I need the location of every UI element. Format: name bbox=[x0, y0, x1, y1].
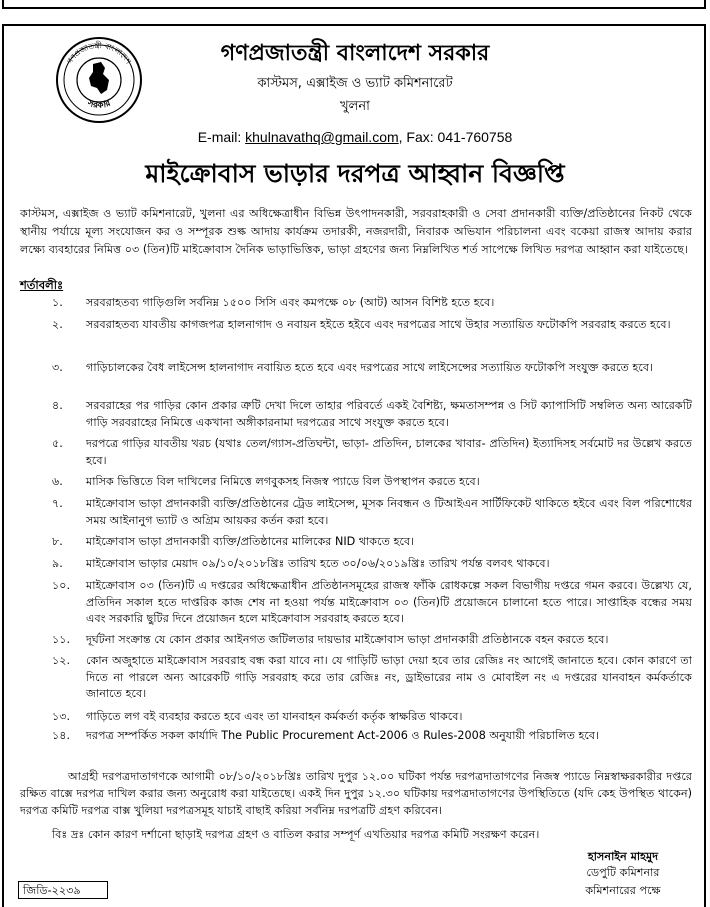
clause-text: মাইক্রোবাস ভাড়া প্রদানকারী ব্যক্তি/প্রতিষ্ঠানের মালিকের NID থাকতে হবে। bbox=[86, 535, 415, 548]
clause-number: ৫. bbox=[52, 437, 63, 450]
intro-paragraph: কাস্টমস, এক্সাইজ ও ভ্যাট কমিশনারেট, খুলনা এর অধিক্ষেত্রাধীন বিভিন্ন উৎপাদনকারী, সরবরাহকারী ও সেবা প্রদানকারী ব্যক্তি/প্রতিষ্ঠানের নিকট থেকে স্থানীয় পর্যায়ে মূল্য সংযোজন কর ও সম্পূরক শুল্ক আদায় কার্যক্রম তদারকী, নজরদারী, নিবারক অভিযান পরিচালনা এবং বকেয়া রাজস্ব আদায় করার লক্ষ্যে ব্যবহারের নিমিত্ত ০৩ (তিন)টি মাইক্রোবাস দৈনিক ভাড়াভিত্তিক, ভাড়া গ্রহণের জন্য নিম্নলিখিত শর্ত সাপেক্ষে লিখিত দরপত্র আহ্বান করা যাইতেছে। bbox=[20, 207, 692, 256]
office-name: কাস্টমস, এক্সাইজ ও ভ্যাট কমিশনারেট bbox=[257, 76, 453, 91]
clause-text: মাইক্রোবাস ভাড়ার মেয়াদ ০৯/১০/২০১৮খ্রিঃ তারিখ হতে ৩০/০৬/২০১৯খ্রিঃ তারিখ পর্যন্ত বলবৎ থাকবে। bbox=[86, 557, 550, 570]
clause-text: দূর্ঘটনা সংক্রান্ত যে কোন প্রকার আইনগত জটিলতার দায়ভার মাইক্রোবাস ভাড়া প্রদানকারী প্রতিষ্ঠানকে বহন করতে হবে। bbox=[86, 633, 609, 646]
office-city: খুলনা bbox=[340, 99, 370, 114]
clause-text: কোন অজুহাতে মাইক্রোবাস সরবরাহ বন্ধ করা যাবে না। যে গাড়িটি ভাড়া দেয়া হবে তার রেজিঃ নং আগেই জানাতে হবে। কোন কারণে তা দিতে না পারলে অন্য আরেকটি গাড়ি সরবরাহ করে তার রেজিঃ নং, ড্রাইভারের নাম ও মোবাইল নং এ দপ্তরের যানবাহন কর্মকর্তাকে জানাতে হবে। bbox=[86, 654, 692, 701]
clause-text: গাড়িতে লগ বই ব্যবহার করতে হবে এবং তা যানবাহন কর্মকর্তা কর্তৃক স্বাক্ষরিত থাকবে। bbox=[86, 710, 463, 723]
closing-paragraph: আগ্রহী দরপত্রদাতাগণকে আগামী ০৮/১০/২০১৮খ্রিঃ তারিখ দুপুর ১২.০০ ঘটিকা পর্যন্ত দরপত্রদাতাগণের নিজস্ব প্যাডে নিম্নস্বাক্ষরকারীর দপ্তরে রক্ষিত বাক্সে দরপত্র দাখিল করার জন্য অনুরোধ করা যাইতেছে। একই দিন দুপুর ১২.৩০ ঘটিকায় দরপত্রদাতাগণের উপস্থিতিতে (যদি কেহ উপস্থিত থাকেন) দরপত্র কমিটি দরপত্র বাক্স খুলিয়া দরপত্রসমূহ যাচাই বাছাই করিয়া সর্বনিম্ন দরপত্রটি গ্রহণ করিবেন। bbox=[20, 770, 692, 817]
clause-text: দরপত্রে গাড়ির যাবতীয় খরচ (যথাঃ তেল/গ্যাস-প্রতিঘন্টা, ভাড়া- প্রতিদিন, চালকের খাবার- প্রতিদিন) ইত্যাদিসহ সর্বমোট দর উল্লেখ করতে হবে। bbox=[86, 437, 692, 467]
special-note: বিঃ দ্রঃ কোন কারণ দর্শানো ছাড়াই দরপত্র গ্রহণ ও বাতিল করার সম্পূর্ণ এখতিয়ার দরপত্র কমিটি সংরক্ষণ করেন। bbox=[52, 828, 540, 841]
seal-top-text: গণপ্রজাতন্ত্রী বাংলাদেশ bbox=[65, 40, 133, 66]
clause-text: গাড়িচালকের বৈধ লাইসেন্স হালনাগাদ নবায়িত হতে হবে এবং দরপত্রের সাথে লাইসেন্সের সত্যায়িত ফটোকপি সংযুক্ত করতে হবে। bbox=[86, 361, 654, 374]
memo-number: জিডি-২২৩৯ bbox=[18, 881, 108, 899]
clause-number: ১১. bbox=[52, 633, 71, 646]
clause-number: ৪. bbox=[52, 399, 63, 412]
clause-text: মাইক্রোবাস ভাড়া প্রদানকারী ব্যক্তি/প্রতিষ্ঠানের ট্রেড লাইসেন্স, মূসক নিবন্ধন ও টিআইএন সার্টিফিকেট থাকিতে হইবে এবং বিল পরিশোধের সময় আইনানুগ ভ্যাট ও অগ্রিম আয়কর কর্তন করা হবে। bbox=[86, 497, 692, 527]
signatory-designation: ডেপুটি কমিশনার bbox=[586, 866, 660, 879]
clause-text: দরপত্র সম্পর্কিত সকল কার্যাদি The Public Procurement Act-2006 ও Rules-2008 অনুযায়ী পরিচালিত হবে। bbox=[86, 729, 600, 742]
notice-title: মাইক্রোবাস ভাড়ার দরপত্র আহ্বান বিজ্ঞপ্তি bbox=[145, 159, 565, 188]
seal-bottom-text: সরকার bbox=[85, 98, 113, 112]
clause-number: ২. bbox=[52, 318, 63, 331]
clause-text: মাসিক ভিত্তিতে বিল দাখিলের নিমিত্তে লগবুকসহ নিজস্ব প্যাডে বিল উপস্থাপন করতে হবে। bbox=[86, 475, 480, 488]
clause-number: ৮. bbox=[52, 535, 63, 548]
terms-heading: শর্তাবলীঃ bbox=[20, 278, 64, 292]
clause-text: মাইক্রোবাস ০৩ (তিন)টি এ দপ্তরের অধিক্ষেত্রাধীন প্রতিষ্ঠানসমূহের রাজস্ব ফাঁকি রোধকল্পে সকল বিভাগীয় দপ্তরে গমন করবে। উল্লেখ্য যে, প্রতিদিন সকাল হতে দাপ্তরিক কাজ শেষ না হওয়া পর্যন্ত মাইক্রোবাস ০৩ (তিন)টি প্রয়োজনে চালানো হতে পারে। সাপ্তাহিক বন্ধের সময় এবং সরকারি ছুটির দিনে প্রয়োজন হলে মাইক্রোবাস সরবরাহ করতে হবে। bbox=[86, 579, 692, 626]
signatory-name: হাসনাইন মাহমুদ bbox=[587, 850, 659, 863]
top-border-box bbox=[2, 0, 706, 9]
clause-number: ৯. bbox=[52, 557, 63, 570]
clause-number: ৬. bbox=[52, 475, 63, 488]
clause-number: ১৩. bbox=[52, 710, 71, 723]
email-label: E-mail: bbox=[197, 129, 242, 145]
clause-number: ১০. bbox=[52, 579, 71, 592]
contact-line bbox=[0, 129, 710, 145]
clause-text: সরবরাহের পর গাড়ির কোন প্রকার ত্রুটি দেখা দিলে তাহার পরিবর্তে একই বৈশিষ্ট্য, ক্ষমতাসম্পন্ন ও সিট ক্যাপাসিটি সম্বলিত অন্য আরেকটি গাড়ি সরবরাহের নিমিত্তে একখানা অঙ্গীকারনামা দরপত্রের সাথে সংযুক্ত করতে হবে। bbox=[86, 399, 692, 429]
signatory-on-behalf: কমিশনারের পক্ষে bbox=[585, 884, 661, 897]
clause-number: ১. bbox=[52, 296, 63, 309]
clause-number: ১৪. bbox=[52, 729, 71, 742]
clause-number: ৭. bbox=[52, 497, 63, 510]
government-name: গণপ্রজাতন্ত্রী বাংলাদেশ সরকার bbox=[220, 41, 490, 66]
fax-number: , Fax: 041-760758 bbox=[398, 129, 513, 145]
clause-number: ৩. bbox=[52, 361, 63, 374]
clause-text: সরবরাহতব্য যাবতীয় কাগজপত্র হালনাগাদ ও নবায়ন হইতে হইবে এবং দরপত্রের সাথে উহার সত্যায়িত ফটোকপি সরবরাহ করতে হবে। bbox=[86, 318, 671, 331]
clause-number: ১২. bbox=[52, 654, 71, 667]
clause-text: সরবরাহতব্য গাড়িগুলি সর্বনিম্ন ১৫০০ সিসি এবং কমপক্ষে ০৮ (আট) আসন বিশিষ্ট হতে হবে। bbox=[86, 296, 495, 309]
email-link[interactable]: khulnavathq@gmail.com bbox=[245, 129, 399, 145]
